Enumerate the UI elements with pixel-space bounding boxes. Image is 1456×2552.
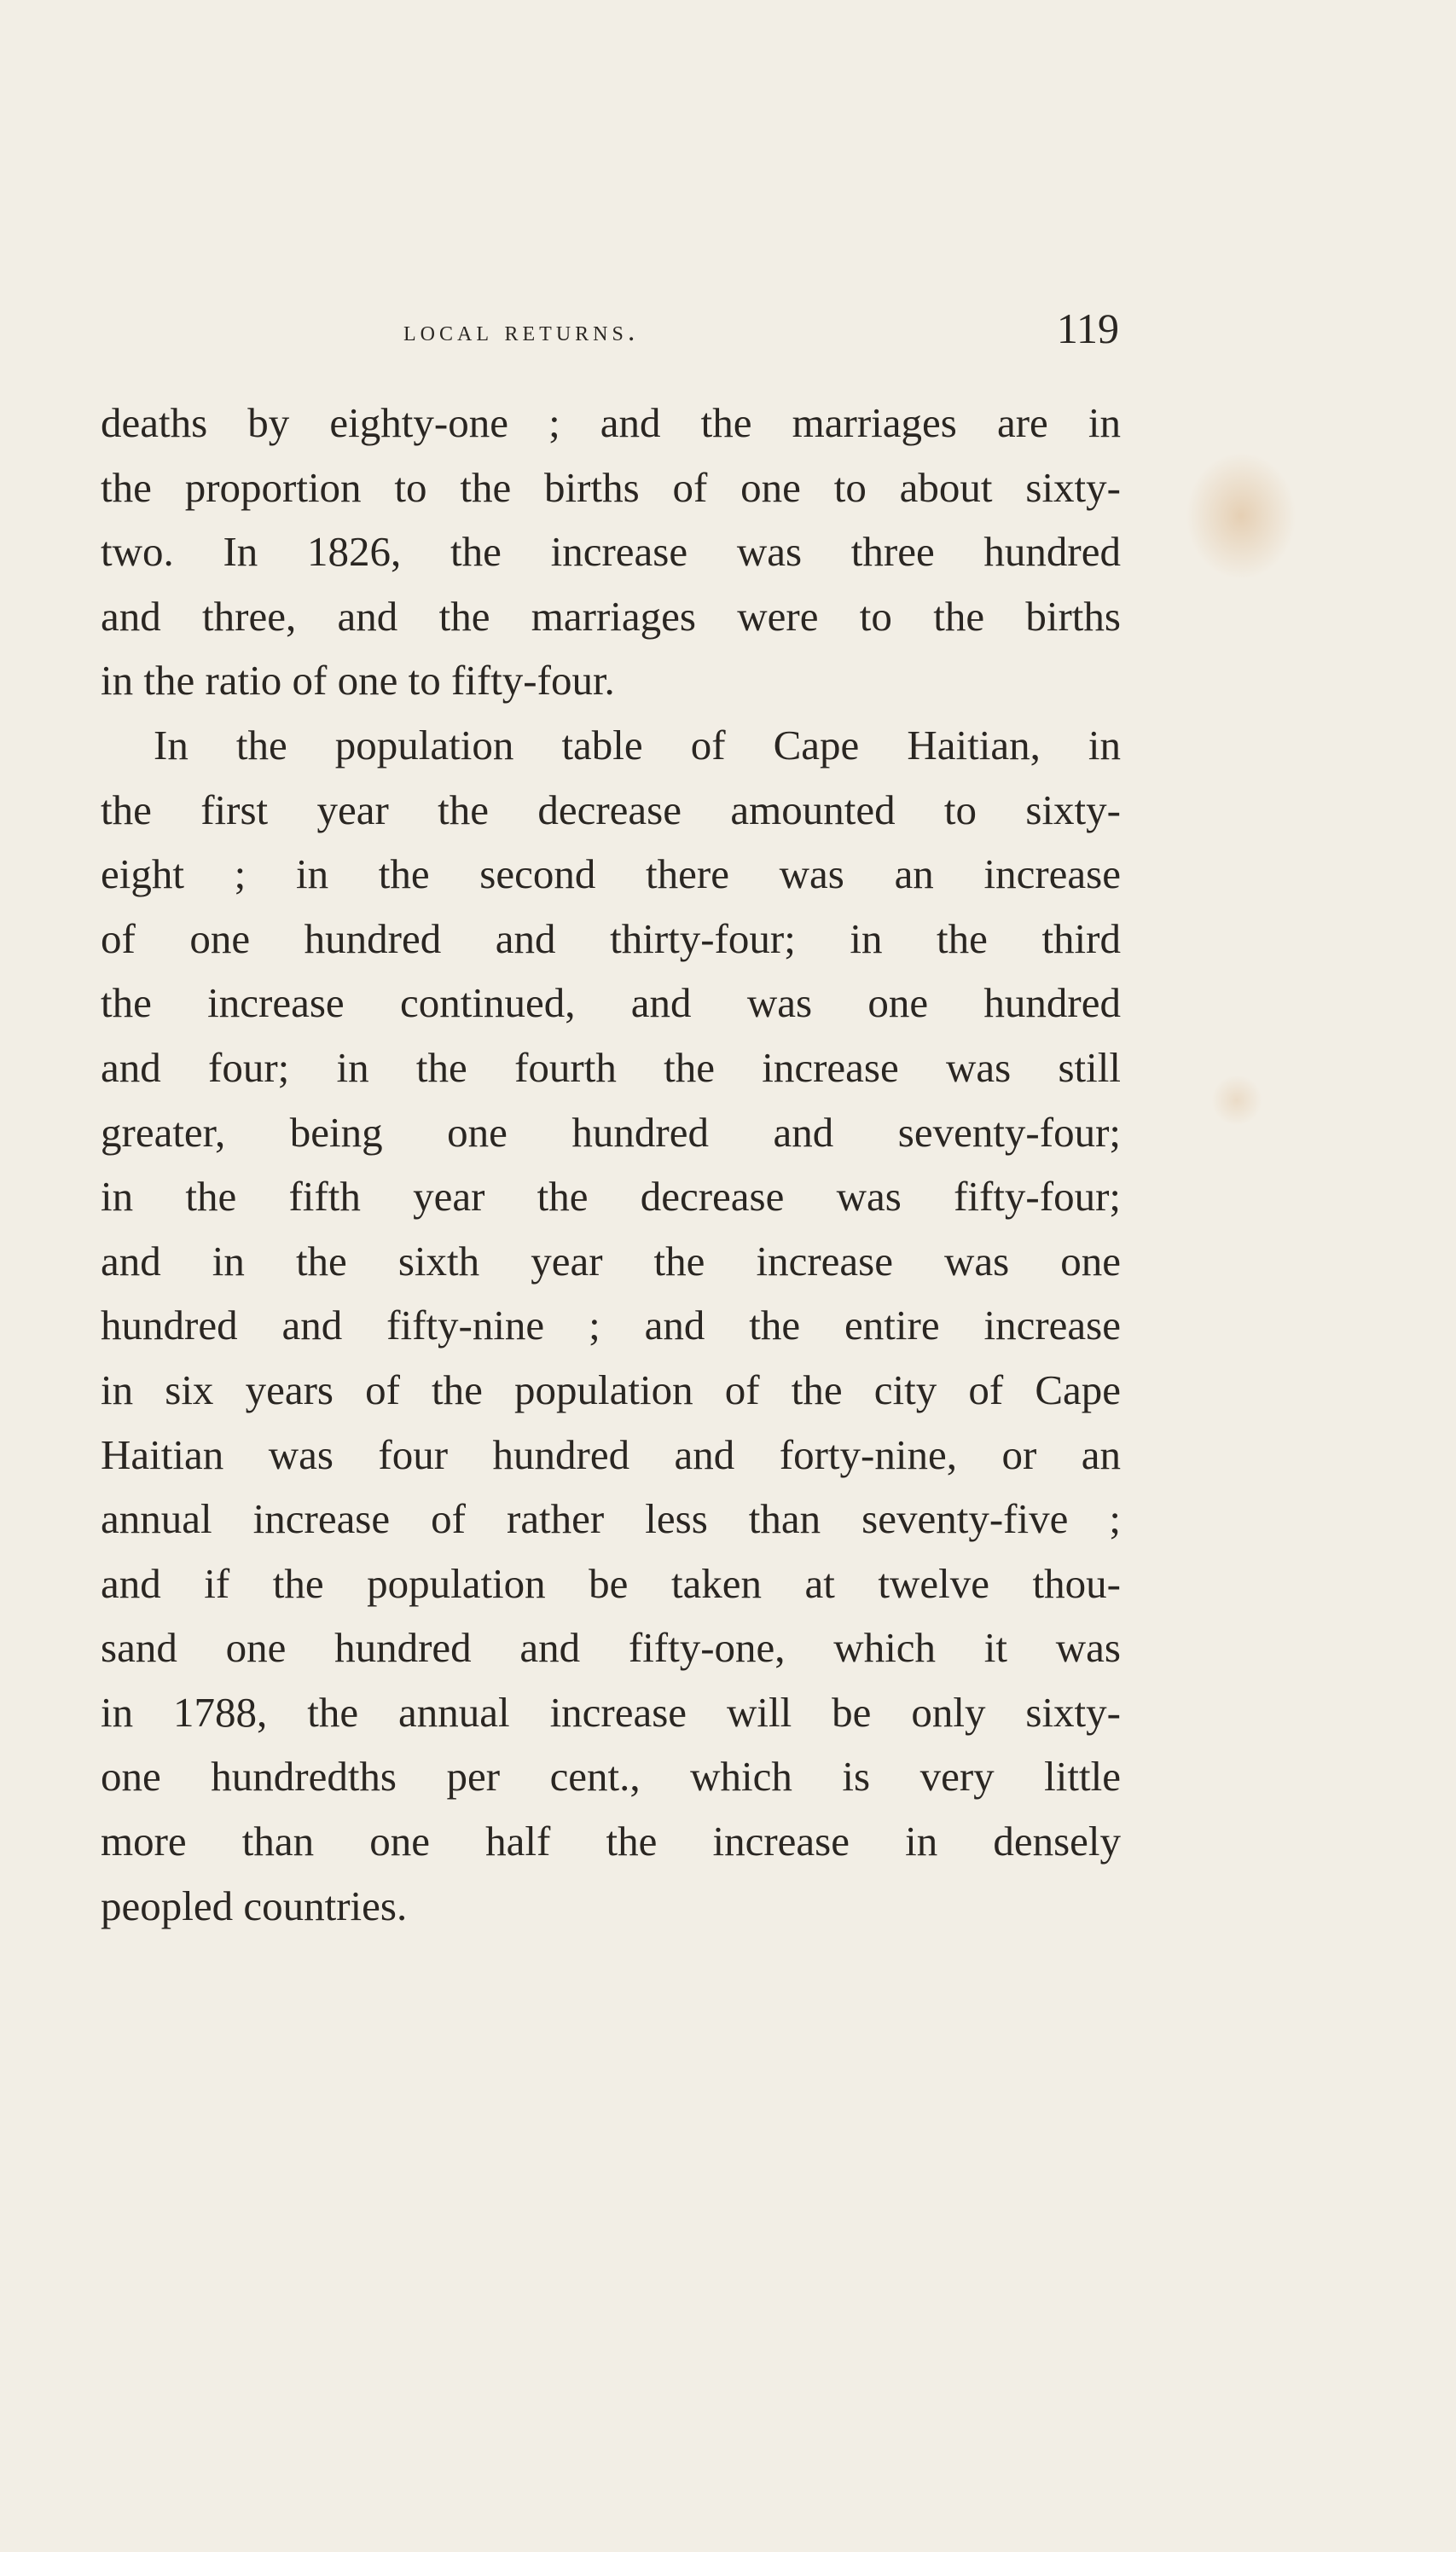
page-number: 119 xyxy=(1056,304,1119,352)
text-line: sand one hundred and fifty-one, which it was xyxy=(101,1624,1121,1672)
text-line: annual increase of rather less than seventy-five ; xyxy=(101,1495,1121,1543)
text-line: more than one half the increase in densely xyxy=(101,1818,1121,1865)
text-line: in the ratio of one to fifty-four. xyxy=(101,657,615,705)
text-line: and four; in the fourth the increase was still xyxy=(101,1043,1121,1091)
text-line: in the fifth year the decrease was fifty-four; xyxy=(101,1173,1121,1221)
text-line: the increase continued, and was one hundred xyxy=(101,979,1121,1027)
text-line: and if the population be taken at twelve thou- xyxy=(101,1559,1121,1607)
text-line: in six years of the population of the city of Cape xyxy=(101,1366,1121,1413)
text-line: one hundredths per cent., which is very little xyxy=(101,1753,1121,1801)
page-header xyxy=(101,304,1119,358)
foxing-stain xyxy=(1186,452,1296,580)
text-line: the proportion to the births of one to about sixty- xyxy=(101,463,1121,511)
paragraph xyxy=(101,391,1121,713)
text-line: in 1788, the annual increase will be only sixty- xyxy=(101,1688,1121,1736)
text-line: eight ; in the second there was an increase xyxy=(101,850,1121,898)
text-line: two. In 1826, the increase was three hundred xyxy=(101,528,1121,576)
text-line: of one hundred and thirty-four; in the third xyxy=(101,914,1121,962)
paragraph xyxy=(101,713,1121,1938)
text-line: and three, and the marriages were to the births xyxy=(101,592,1121,640)
text-line: Haitian was four hundred and forty-nine, or an xyxy=(101,1430,1121,1478)
text-line: greater, being one hundred and seventy-four; xyxy=(101,1108,1121,1156)
text-line: hundred and fifty-nine ; and the entire increase xyxy=(101,1302,1121,1349)
body-text xyxy=(101,391,1121,1938)
text-line: and in the sixth year the increase was one xyxy=(101,1237,1121,1285)
text-line: In the population table of Cape Haitian, in xyxy=(154,721,1121,768)
text-line: deaths by eighty-one ; and the marriages are in xyxy=(101,399,1121,446)
foxing-stain xyxy=(1211,1075,1262,1126)
text-line: the first year the decrease amounted to sixty- xyxy=(101,786,1121,833)
text-line: peopled countries. xyxy=(101,1882,408,1929)
running-title: local returns. xyxy=(403,316,640,347)
